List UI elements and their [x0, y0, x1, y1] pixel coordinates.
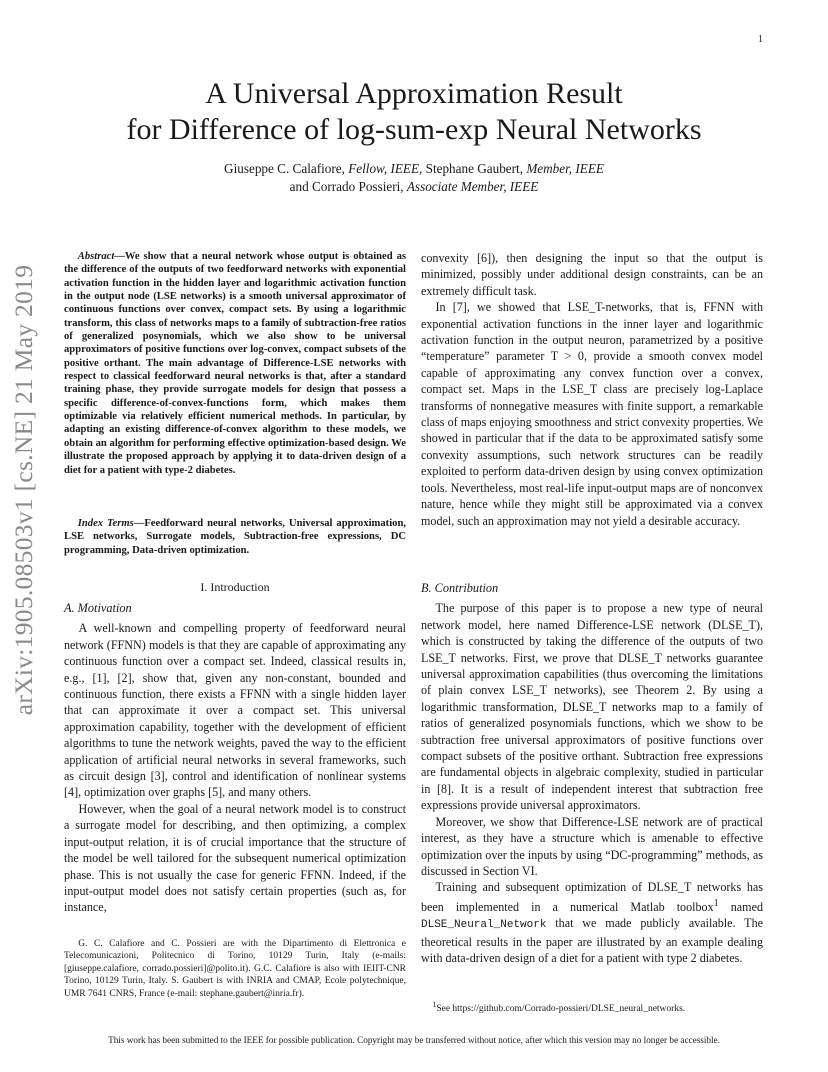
text-run: Training and subsequent optimization of DLSE_T networks has been implemented in a numerical Matlab toolbox	[421, 880, 763, 914]
author-name: and Corrado Possieri,	[289, 179, 407, 194]
footnote-affiliations: G. C. Calafiore and C. Possieri are with the Dipartimento di Elettronica e Telecomunicazioni, Politecnico di Torino, 10129 Turin, Italy (e-mails: [giuseppe.calafiore, corrado.possieri]@polito.it). G.C. Calafiore is also with IEIIT-CNR Torino, 10129 Turin, Italy. S. Gaubert is with INRIA and CMAP, Ecole polytechnique, UMR 7641 CNRS, France (e-mail: stephane.gaubert@inria.fr).	[64, 939, 406, 999]
author-name: Giuseppe C. Calafiore,	[224, 161, 349, 176]
footnote-marker: 1	[432, 1000, 437, 1009]
toolbox-name: DLSE_Neural_Network	[421, 919, 547, 932]
authors-line-2	[60, 178, 768, 196]
text-run: named	[718, 899, 763, 914]
subsection-heading: B. Contribution	[421, 581, 499, 595]
footnote-marker: 1	[713, 897, 719, 909]
paragraph: The purpose of this paper is to propose a new type of neural network model, here named Difference-LSE network (DLSE_T), which is constructed by taking the difference of the outputs of two LSE_T networks. First, we prove that DLSE_T networks guarantee universal approximation capabilities (thus overcoming the limitations of plain convex LSE_T networks), see Theorem 2. By using a logarithmic transformation, DLSE_T networks map to a family of ratios of generalized posynomials functions, which we show to be subtraction free universal approximators of positive functions over compact subsets of the positive orthant. Subtraction free expressions are fundamental objects in algebraic complexity, studied in particular in [8]. It is a result of independent interest that subtraction free expressions provide universal approximators.	[421, 601, 763, 813]
subsection-heading: A. Motivation	[64, 601, 132, 615]
right-column-top	[421, 250, 763, 529]
footnote-url	[421, 1000, 763, 1014]
author-title: Fellow, IEEE	[348, 161, 420, 176]
author-title: Member, IEEE	[526, 161, 604, 176]
author-title: Associate Member, IEEE	[406, 179, 539, 194]
motivation-section	[64, 600, 406, 916]
footnote-text: See https://github.com/Corrado-possieri/DLSE_neural_networks.	[436, 1004, 686, 1015]
section-heading: I. Introduction	[200, 580, 270, 594]
page-number: 1	[758, 34, 763, 45]
author-name: , Stephane Gaubert,	[419, 161, 527, 176]
paragraph: In [7], we showed that LSE_T-networks, that is, FFNN with exponential activation functions in the inner layer and logarithmic activation function in the output neuron, parametrized by a positive “temperature” parameter T > 0, provide a smooth convex model capable of approximating any convex function over a convex, compact set. Maps in the LSE_T class are precisely log-Laplace transforms of nonnegative measures with finite support, a remarkable class of maps enjoying smoothness and strict convexity properties. We showed in particular that if the data to be approximated satisfy some convexity assumptions, such network structures can be readily exploited to perform data-driven design by using convex optimization tools. Nevertheless, most real-life input-output maps are of nonconvex nature, hence while they might still be approximated via a convex model, such an approximation may not yield a desirable accuracy.	[421, 300, 763, 528]
arxiv-stamp-text: arXiv:1905.08503v1 [cs.NE] 21 May 2019	[9, 264, 38, 716]
paragraph: Moreover, we show that Difference-LSE network are of practical interest, as they have a structure which is amenable to effective optimization over the inputs by using “DC-programming” methods, as discussed in Section VI.	[421, 814, 763, 878]
contribution-section	[421, 580, 763, 966]
index-terms-label: Index Terms	[77, 518, 134, 529]
abstract-label: Abstract	[77, 251, 115, 262]
title-line-1: A Universal Approximation Result	[205, 77, 623, 110]
paragraph: convexity [6]), then designing the input so that the output is minimized, possibly under additional design constraints, can be an extremely difficult task.	[421, 251, 763, 298]
paragraph	[421, 879, 763, 966]
index-terms-text: —Feedforward neural networks, Universal approximation, LSE networks, Surrogate models, Subtraction-free expressions, DC programming, Data-driven optimization.	[64, 518, 406, 556]
authors-line-1	[60, 160, 768, 178]
paper-title	[60, 76, 768, 148]
submission-notice: This work has been submitted to the IEEE for possible publication. Copyright may be transferred without notice, after which this version may no longer be accessible.	[108, 1035, 720, 1045]
text-run: that we made publicly available. The theoretical results in the paper are illustrated by an example dealing with data-driven design of a diet for a patient with type 2 diabetes.	[421, 916, 763, 965]
paragraph: A well-known and compelling property of feedforward neural network (FFNN) models is that they are capable of approximating any continuous function over a compact set. Indeed, classical results in, e.g., [1], [2], show that, given any non-constant, bounded and continuous function, there exists a FFNN with a single hidden layer that can approximate it over a compact set. This universal approximation capability, together with the development of efficient algorithms to tune the network weights, paved the way to the efficient application of artificial neural networks in several frameworks, such as circuit design [3], control and identification of nonlinear systems [4], optimization over graphs [5], and many others.	[64, 621, 406, 800]
authors	[60, 160, 768, 196]
paragraph: However, when the goal of a neural network model is to construct a surrogate model for describing, and then optimizing, a complex input-output relation, it is of crucial importance that the structure of the model be well tailored for the subsequent numerical optimization phase. This is not usually the case for generic FFNN. Indeed, if the input-output model does not satisfy certain properties (such as, for instance,	[64, 801, 406, 915]
abstract	[64, 250, 406, 477]
title-line-2: for Difference of log-sum-exp Neural Networks	[126, 113, 702, 146]
arxiv-stamp	[4, 264, 44, 716]
index-terms	[64, 517, 406, 557]
abstract-text: —We show that a neural network whose output is obtained as the difference of the outputs of two feedforward networks with exponential activation function in the hidden layer and logarithmic activation function in the output node (LSE networks) is a smooth universal approximator of continuous functions over convex, compact sets. By using a logarithmic transform, this class of networks maps to a family of subtraction-free ratios of generalized posynomials, which we also show to be universal approximators of positive functions over log-convex, compact subsets of the positive orthant. The main advantage of Difference-LSE networks with respect to classical feedforward neural networks is that, after a standard training phase, they provide surrogate models for design that possess a specific difference-of-convex-functions form, which makes them optimizable via relatively efficient numerical methods. In particular, by adapting an existing difference-of-convex algorithm to these models, we obtain an algorithm for performing effective optimization-based design. We illustrate the proposed approach by applying it to data-driven design of a diet for a patient with type-2 diabetes.	[64, 251, 406, 476]
